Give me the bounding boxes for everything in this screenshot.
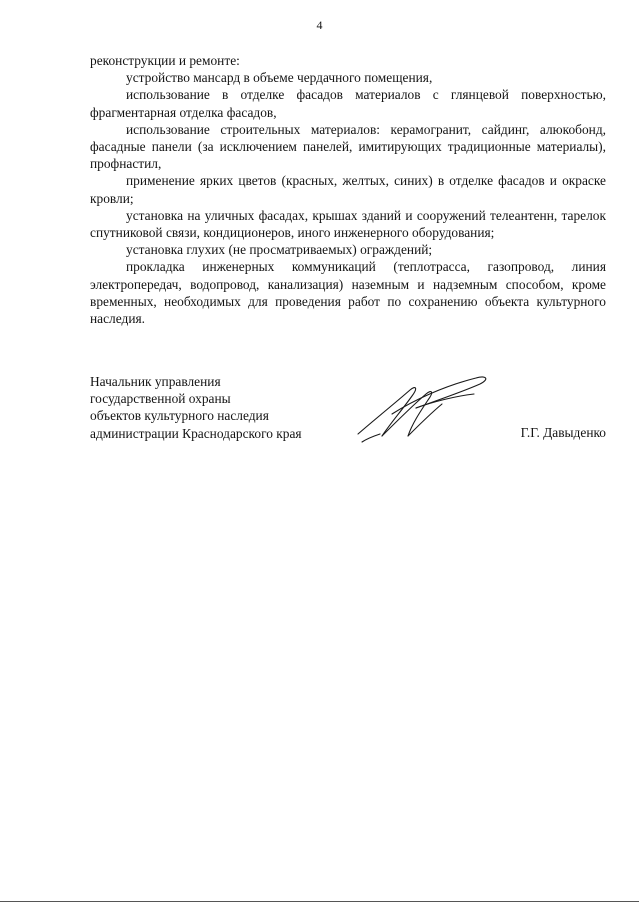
signatory-title-line: Начальник управления xyxy=(90,374,221,389)
paragraph-antennas: установка на уличных фасадах, крышах зданий и сооружений телеантенн, тарелок спутниковой связи, кондиционеров, иного инженерного оборудования; xyxy=(90,207,606,241)
handwritten-signature xyxy=(352,370,492,450)
paragraph-fences: установка глухих (не просматриваемых) ограждений; xyxy=(126,242,433,258)
paragraph-building-materials: использование строительных материалов: керамогранит, сайдинг, алюкобонд, фасадные панели (за исключением панелей, имитирующих традиционные материалы), профнастил, xyxy=(90,121,606,172)
paragraph-intro: реконструкции и ремонте: xyxy=(90,53,240,68)
page-bottom-border xyxy=(0,901,639,902)
paragraph-glossy-facades: использование в отделке фасадов материалов с глянцевой поверхностью, фрагментарная отделка фасадов, xyxy=(90,87,606,120)
signatory-title-line: администрации Краснодарского края xyxy=(90,425,302,441)
paragraph-mansards: устройство мансард в объеме чердачного помещения, xyxy=(126,70,433,86)
paragraph-bright-colors: применение ярких цветов (красных, желтых, синих) в отделке фасадов и окраске кровли; xyxy=(90,173,606,206)
signatory-title xyxy=(90,373,302,442)
page-number: 4 xyxy=(316,18,323,32)
signatory-title-line: государственной охраны xyxy=(90,391,231,407)
signatory-name: Г.Г. Давыденко xyxy=(520,425,606,440)
signatory-title-line: объектов культурного наследия xyxy=(90,408,269,424)
paragraph-utilities: прокладка инженерных коммуникаций (теплотрасса, газопровод, линия электропередач, водопровод, канализация) наземным и надземным способом, кроме временных, необходимых для проведения работ по сохранению объекта культурного наследия. xyxy=(90,259,606,327)
document-body xyxy=(90,52,606,327)
